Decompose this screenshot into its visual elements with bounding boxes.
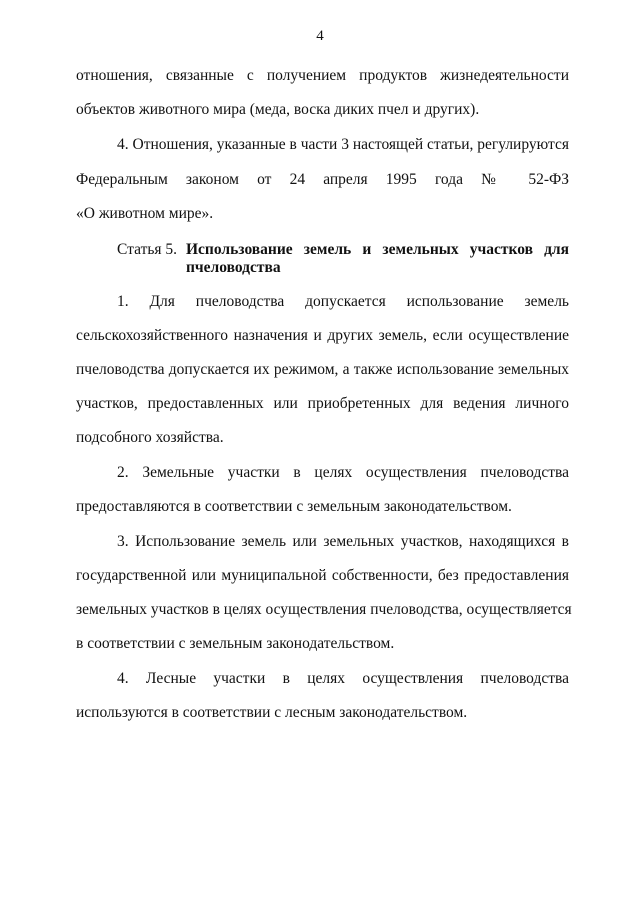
paragraph-line: 4. Отношения, указанные в части 3 настоящей статьи, регулируются [117, 136, 569, 153]
paragraph-line: 3. Использование земель или земельных участков, находящихся в [117, 533, 569, 550]
paragraph-line: Федеральным законом от 24 апреля 1995 года № 52-ФЗ [76, 171, 569, 188]
paragraph-line: земельных участков в целях осуществления пчеловодства, осуществляется [76, 601, 572, 618]
paragraph-line: пчеловодства допускается их режимом, а также использование земельных [76, 361, 569, 378]
paragraph-line: используются в соответствии с лесным законодательством. [76, 704, 468, 721]
paragraph-line: участков, предоставленных или приобретенных для ведения личного [76, 395, 569, 412]
paragraph-line: предоставляются в соответствии с земельным законодательством. [76, 498, 512, 515]
paragraph-line: 2. Земельные участки в целях осуществления пчеловодства [117, 464, 569, 481]
paragraph-line: 1. Для пчеловодства допускается использование земель [117, 293, 569, 310]
paragraph-line: в соответствии с земельным законодательством. [76, 635, 395, 652]
paragraph-line: «О животном мире». [76, 205, 214, 222]
article-number: Статья 5. [117, 241, 178, 258]
paragraph-line: отношения, связанные с получением продуктов жизнедеятельности [76, 67, 569, 84]
paragraph-line: объектов животного мира (меда, воска диких пчел и других). [76, 101, 480, 118]
paragraph-line: государственной или муниципальной собственности, без предоставления [76, 567, 569, 584]
article-title: пчеловодства [186, 259, 281, 276]
paragraph-line: подсобного хозяйства. [76, 429, 224, 446]
page-number: 4 [316, 28, 324, 44]
paragraph-line: сельскохозяйственного назначения и других земель, если осуществление [76, 327, 569, 344]
paragraph-line: 4. Лесные участки в целях осуществления пчеловодства [117, 670, 569, 687]
article-title: Использование земель и земельных участков для [186, 241, 569, 258]
